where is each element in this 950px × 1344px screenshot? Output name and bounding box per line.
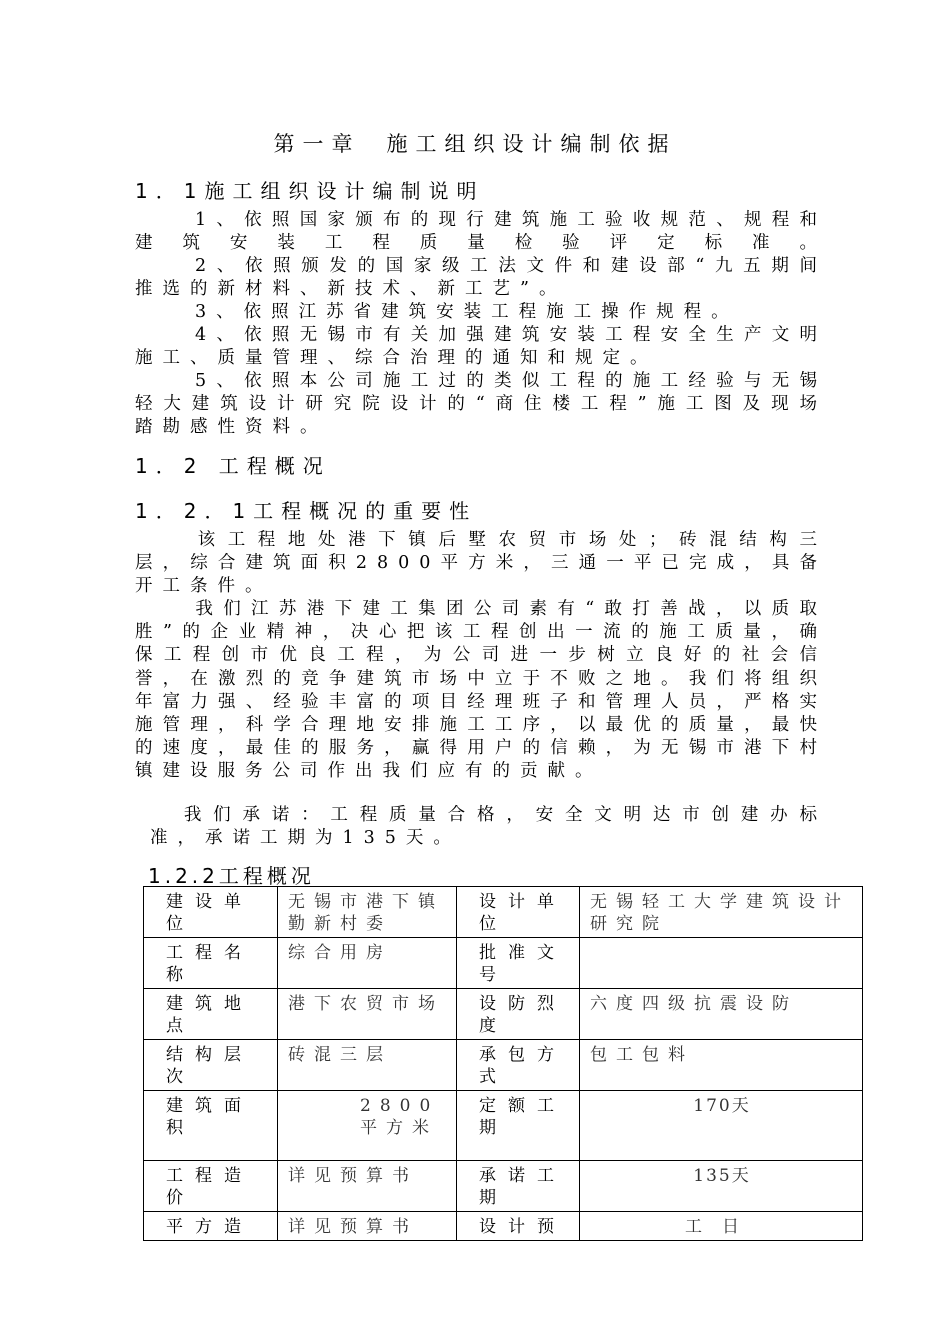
table-cell: 2800平方米 <box>278 1091 457 1161</box>
paragraph-1-1-3: 3、依照江苏省建筑安装工程施工操作规程。 <box>195 302 739 322</box>
table-cell: 承包方式 <box>457 1040 580 1091</box>
table-cell: 港下农贸市场 <box>278 989 457 1040</box>
table-cell: 工程造价 <box>144 1161 278 1212</box>
section-1-2-1-heading: 1．2．1工程概况的重要性 <box>135 499 478 523</box>
table-row <box>144 887 863 938</box>
table-cell: 工程名称 <box>144 938 278 989</box>
paragraph-1-1-5: 5、依照本公司施工过的类似工程的施工经验与无锡轻大建筑设计研究院设计的“商住楼工程”施工图及现场踏勘感性资料。 <box>135 371 827 438</box>
section-1-1-heading: 1．1施工组织设计编制说明 <box>135 179 485 203</box>
table-cell: 135天 <box>580 1161 863 1212</box>
table-row <box>144 938 863 989</box>
paragraph-1-1-1: 1、依照国家颁布的现行建筑施工验收规范、规程和建筑安装工程质量检验评定标准。 <box>135 210 827 254</box>
chapter-name: 施工组织设计编制依据 <box>386 132 677 156</box>
paragraph-1-2-1-1: 该工程地处港下镇后墅农贸市场处；砖混结构三层，综合建筑面积2800平方米，三通一平已完成，具备开工条件。 <box>135 530 827 597</box>
paragraph-1-2-1-2: 我们江苏港下建工集团公司素有“敢打善战，以质取胜”的企业精神，决心把该工程创出一流的施工质量，确保工程创市优良工程，为公司进一步树立良好的社会信誉，在激烈的竞争建筑市场中立于不败之地。我们将组织年富力强、经验丰富的项目经理班子和管理人员，严格实施管理，科学合理地安排施工工序，以最优的质量，最快的速度，最佳的服务，赢得用户的信赖，为无锡市港下村镇建设服务公司作出我们应有的贡献。 <box>135 599 827 782</box>
table-cell: 设防烈度 <box>457 989 580 1040</box>
table-cell: 详见预算书 <box>278 1212 457 1241</box>
paragraph-1-1-4: 4、依照无锡市有关加强建筑安装工程安全生产文明施工、质量管理、综合治理的通知和规定。 <box>135 325 827 369</box>
table-cell: 设计单位 <box>457 887 580 938</box>
table-cell: 详见预算书 <box>278 1161 457 1212</box>
table-row <box>144 989 863 1040</box>
section-1-2-heading: 1．2 工程概况 <box>135 454 331 478</box>
table-cell: 承诺工期 <box>457 1161 580 1212</box>
project-overview-table <box>143 886 863 1241</box>
table-cell: 六度四级抗震设防 <box>580 989 863 1040</box>
table-cell: 无锡轻工大学建筑设计研究院 <box>580 887 863 938</box>
table-cell: 平方造 <box>144 1212 278 1241</box>
table-cell: 批准文号 <box>457 938 580 989</box>
paragraph-1-2-1-3: 我们承诺：工程质量合格，安全文明达市创建办标准，承诺工期为135天。 <box>150 805 827 849</box>
table-row <box>144 1212 863 1241</box>
table-cell: 建筑面积 <box>144 1091 278 1161</box>
table-cell: 包工包料 <box>580 1040 863 1091</box>
chapter-number: 第一章 <box>273 132 361 156</box>
table-row <box>144 1161 863 1212</box>
chapter-title <box>0 128 950 158</box>
table-cell: 砖混三层 <box>278 1040 457 1091</box>
table-cell: 170天 <box>580 1091 863 1161</box>
table-cell: 结构层次 <box>144 1040 278 1091</box>
table-cell: 无锡市港下镇勤新村委 <box>278 887 457 938</box>
table-cell: 工日 <box>580 1212 863 1241</box>
table-cell <box>580 938 863 989</box>
table-cell: 定额工期 <box>457 1091 580 1161</box>
table-row <box>144 1091 863 1161</box>
table-cell: 设计预 <box>457 1212 580 1241</box>
table-row <box>144 1040 863 1091</box>
paragraph-1-1-2: 2、依照颁发的国家级工法文件和建设部“九五期间推选的新材料、新技术、新工艺”。 <box>135 256 827 300</box>
table-cell: 综合用房 <box>278 938 457 989</box>
table-cell: 建设单位 <box>144 887 278 938</box>
table-cell: 建筑地点 <box>144 989 278 1040</box>
section-1-2-2-heading: 1.2.2工程概况 <box>148 864 315 888</box>
